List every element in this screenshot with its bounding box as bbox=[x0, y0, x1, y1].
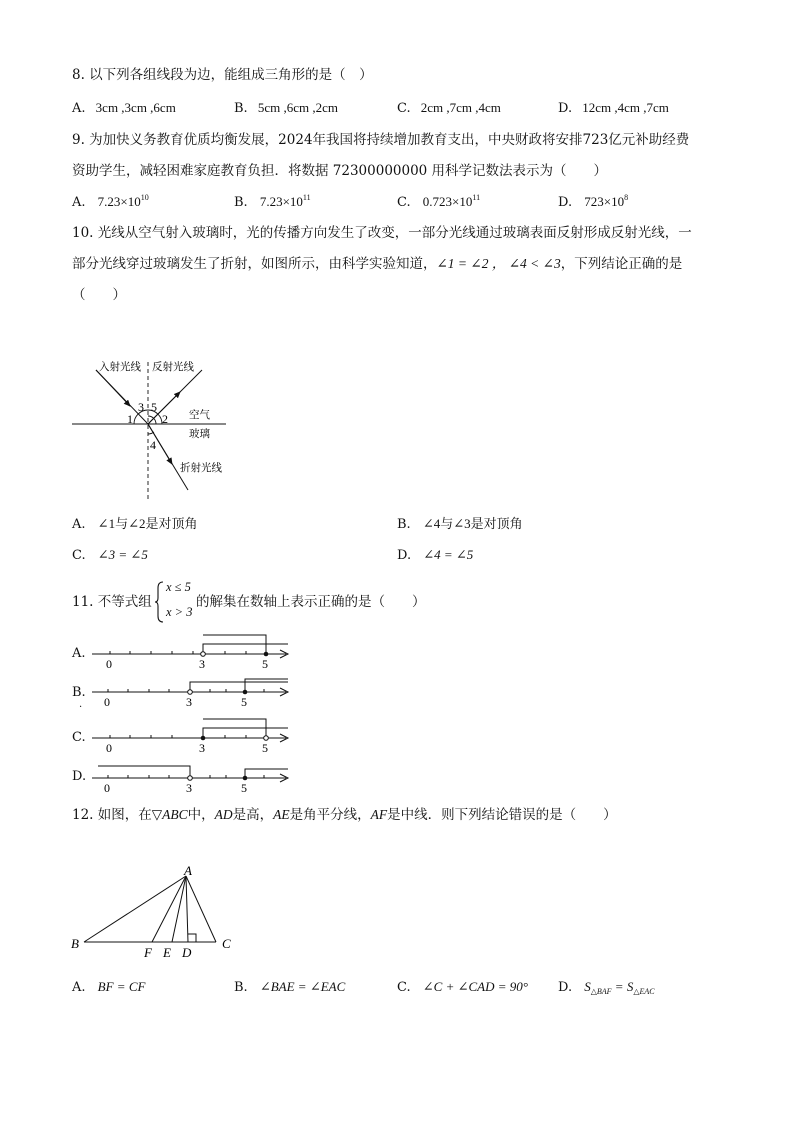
q11-option-c-letter[interactable]: C. bbox=[72, 730, 86, 745]
q12-option-b[interactable] bbox=[234, 978, 345, 997]
option-exponent: 8 bbox=[624, 193, 629, 202]
option-letter: C. bbox=[397, 195, 411, 210]
option-letter: D. bbox=[397, 548, 412, 563]
q10-line-2-text: 部分光线穿过玻璃发生了折射，如图所示，由科学实验知道， bbox=[72, 256, 437, 272]
option-text: ∠4 = ∠5 bbox=[423, 547, 474, 562]
q12-triangle: ▽ABC bbox=[151, 807, 188, 822]
label-3: 3 bbox=[199, 657, 205, 671]
label-incident: 入射光线 bbox=[99, 361, 141, 373]
angle-2: 2 bbox=[162, 412, 168, 426]
q9-option-c[interactable] bbox=[397, 193, 480, 212]
option-base: 7.23×10 bbox=[97, 194, 141, 209]
q12-option-a[interactable] bbox=[72, 978, 145, 997]
q12-stem-d: 是角平分线， bbox=[289, 807, 371, 823]
label-5: 5 bbox=[262, 657, 268, 671]
q12-stem-c: 是高， bbox=[232, 807, 274, 823]
q12-option-c[interactable] bbox=[397, 978, 528, 997]
option-text: 5cm ,6cm ,2cm bbox=[257, 100, 338, 115]
angle-5: 5 bbox=[151, 400, 157, 414]
label-0: 0 bbox=[104, 781, 110, 795]
q10-option-d[interactable] bbox=[397, 546, 473, 565]
label-air: 空气 bbox=[189, 409, 210, 421]
option-letter: B. bbox=[234, 101, 248, 116]
option-letter: A. bbox=[72, 195, 86, 210]
option-text: ∠BAE = ∠EAC bbox=[259, 979, 346, 994]
q11-prefix: 11. 不等式组 bbox=[72, 594, 152, 610]
option-letter: C. bbox=[397, 980, 411, 995]
q11-option-b-dot: . bbox=[79, 699, 83, 710]
q12-triangle-figure bbox=[66, 860, 246, 965]
altitude-ad bbox=[186, 876, 188, 942]
label-0: 0 bbox=[106, 741, 112, 755]
option-text: 3cm ,3cm ,6cm bbox=[95, 100, 176, 115]
q10-option-a[interactable] bbox=[72, 515, 197, 534]
option-text: ∠C + ∠CAD = 90° bbox=[422, 979, 528, 994]
option-text: ∠3 = ∠5 bbox=[97, 547, 148, 562]
q11-option-a-letter[interactable]: A. bbox=[72, 646, 86, 661]
option-exponent: 11 bbox=[302, 193, 311, 202]
option-text: ∠1与∠2是对顶角 bbox=[97, 516, 198, 531]
q12-stem-b: 中， bbox=[187, 807, 215, 823]
option-sub-2: △EAC bbox=[633, 987, 655, 996]
option-letter: D. bbox=[558, 195, 573, 210]
label-3: 3 bbox=[186, 781, 192, 795]
option-text: BF = CF bbox=[97, 979, 146, 994]
point-f: F bbox=[144, 945, 152, 960]
q12-stem-a: 12. 如图，在 bbox=[72, 807, 152, 823]
q11-inequality-2: x > 3 bbox=[166, 605, 193, 619]
q9-line-1: 9. 为加快义务教育优质均衡发展，2024年我国将持续增加教育支出，中央财政将安排723亿元补助经费 bbox=[72, 132, 690, 148]
side-ab bbox=[84, 876, 186, 942]
angle-4: 4 bbox=[150, 438, 156, 452]
q8-option-d[interactable] bbox=[558, 99, 669, 118]
bisector-ae bbox=[172, 876, 186, 942]
label-0: 0 bbox=[106, 657, 112, 671]
q12-ae: AE bbox=[273, 807, 290, 822]
option-s2: S bbox=[626, 979, 634, 994]
vertex-a: A bbox=[184, 863, 192, 878]
q11-brace bbox=[155, 580, 165, 624]
q9-option-b[interactable] bbox=[234, 193, 311, 212]
option-letter: C. bbox=[397, 101, 411, 116]
q12-stem-e: 是中线．则下列结论错误的是（ ） bbox=[387, 807, 617, 823]
q11-number-line-a[interactable] bbox=[88, 630, 293, 672]
right-angle-mark bbox=[188, 934, 196, 942]
point-e: E bbox=[163, 945, 171, 960]
option-base: 723×10 bbox=[584, 194, 625, 209]
label-5: 5 bbox=[262, 741, 268, 755]
q11-number-line-b[interactable] bbox=[88, 675, 293, 713]
q10-option-c[interactable] bbox=[72, 546, 148, 565]
q10-line-3: （ ） bbox=[72, 287, 126, 303]
label-5: 5 bbox=[241, 781, 247, 795]
option-text: ∠4与∠3是对顶角 bbox=[422, 516, 523, 531]
angle-1: 1 bbox=[127, 412, 133, 426]
q10-light-figure bbox=[68, 350, 238, 505]
q9-line-2: 资助学生，减轻困难家庭教育负担．将数据 72300000000 用科学记数法表示为（ ） bbox=[72, 163, 608, 179]
q11-option-d-letter[interactable]: D. bbox=[72, 769, 87, 784]
side-ac bbox=[186, 876, 216, 942]
q12-ad: AD bbox=[214, 807, 233, 822]
q9-option-a[interactable] bbox=[72, 193, 149, 212]
point-d: D bbox=[182, 945, 192, 960]
q11-number-line-c[interactable] bbox=[88, 714, 293, 756]
q10-option-b[interactable] bbox=[397, 515, 523, 534]
option-text: 12cm ,4cm ,7cm bbox=[582, 100, 669, 115]
label-reflected: 反射光线 bbox=[152, 361, 194, 373]
option-letter: A. bbox=[72, 101, 86, 116]
option-eq: = bbox=[611, 979, 627, 994]
option-letter: A. bbox=[72, 980, 86, 995]
option-base: 7.23×10 bbox=[259, 194, 303, 209]
median-af bbox=[152, 876, 186, 942]
option-letter: D. bbox=[558, 980, 573, 995]
option-exponent: 11 bbox=[472, 193, 481, 202]
q10-line-2-end: ，下列结论正确的是 bbox=[560, 256, 683, 272]
option-base: 0.723×10 bbox=[422, 194, 473, 209]
q12-af: AF bbox=[370, 807, 388, 822]
option-text: 2cm ,7cm ,4cm bbox=[420, 100, 501, 115]
q12-option-d[interactable] bbox=[558, 978, 655, 997]
q10-line-2 bbox=[72, 255, 682, 273]
q12-stem bbox=[72, 806, 617, 824]
option-s1: S bbox=[584, 979, 591, 994]
q10-line-1: 10. 光线从空气射入玻璃时，光的传播方向发生了改变，一部分光线通过玻璃表面反射形成反射光线，一 bbox=[72, 225, 692, 241]
q8-option-b[interactable] bbox=[234, 99, 338, 118]
option-sub-1: △BAF bbox=[590, 987, 612, 996]
option-letter: C. bbox=[72, 548, 86, 563]
label-glass: 玻璃 bbox=[189, 428, 210, 440]
q8-option-c[interactable] bbox=[397, 99, 501, 118]
angle-3: 3 bbox=[138, 400, 144, 414]
q11-option-b-letter[interactable]: B. bbox=[72, 685, 86, 700]
label-3: 3 bbox=[186, 695, 192, 709]
q11-suffix: 的解集在数轴上表示正确的是（ ） bbox=[196, 594, 426, 610]
option-letter: A. bbox=[72, 517, 86, 532]
q9-option-d[interactable] bbox=[558, 193, 628, 212]
angle-arc-4 bbox=[148, 432, 154, 434]
q8-option-a[interactable] bbox=[72, 99, 176, 118]
option-letter: B. bbox=[234, 980, 248, 995]
label-refracted: 折射光线 bbox=[180, 462, 222, 474]
label-0: 0 bbox=[104, 695, 110, 709]
q11-number-line-d[interactable] bbox=[88, 758, 293, 796]
label-5: 5 bbox=[241, 695, 247, 709]
vertex-b: B bbox=[71, 936, 79, 951]
option-exponent: 10 bbox=[140, 193, 149, 202]
vertex-c: C bbox=[222, 936, 231, 951]
label-3: 3 bbox=[199, 741, 205, 755]
q8-stem: 8. 以下列各组线段为边，能组成三角形的是（ ） bbox=[72, 67, 373, 83]
option-letter: D. bbox=[558, 101, 573, 116]
q10-angle-relations: ∠1 = ∠2 ， ∠4 < ∠3 bbox=[436, 256, 561, 271]
incident-arrow bbox=[96, 370, 130, 406]
q11-inequality-1: x ≤ 5 bbox=[166, 580, 191, 594]
option-letter: B. bbox=[234, 195, 248, 210]
option-letter: B. bbox=[397, 517, 411, 532]
